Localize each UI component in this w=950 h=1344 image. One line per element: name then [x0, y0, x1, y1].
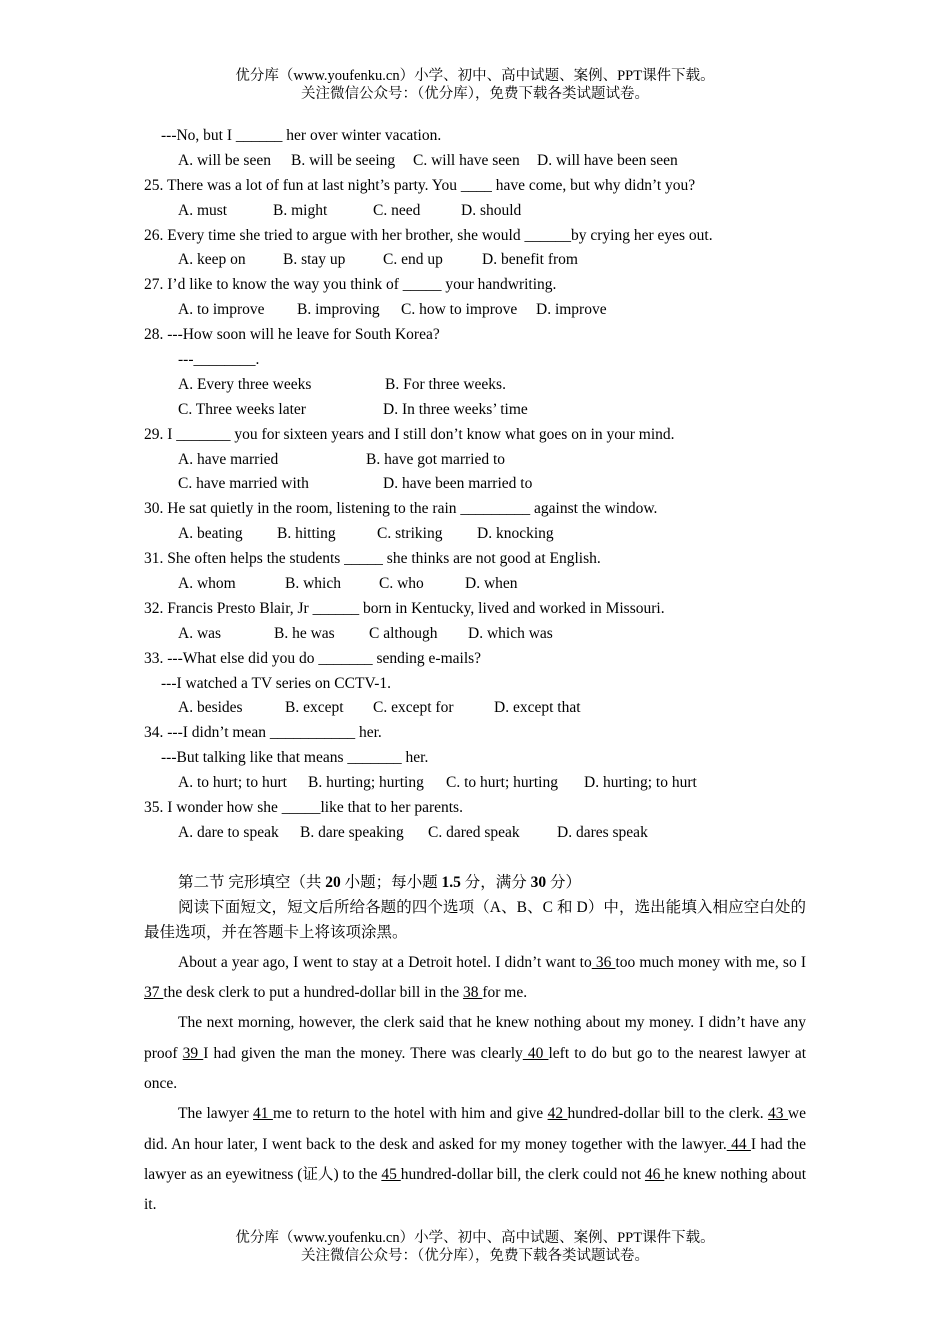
blank-41: 41 [253, 1105, 273, 1123]
q34-answer: ---But talking like that means _______ her. [161, 749, 429, 767]
q35-options [144, 821, 806, 846]
passage-text: hundred-dollar bill, the clerk could not [400, 1165, 645, 1183]
exam-content [144, 124, 806, 1221]
section-title-part: 分，满分 [460, 873, 531, 891]
q32-stem: 32. Francis Presto Blair, Jr ______ born in Kentucky, lived and worked in Missouri. [144, 599, 665, 617]
section-title-part: 小题；每小题 [340, 873, 442, 891]
header-line-1: 优分库（www.youfenku.cn）小学、初中、高中试题、案例、PPT课件下载。 [235, 68, 715, 84]
passage-text: About a year ago, I went to stay at a Detroit hotel. I didn’t want to [178, 953, 592, 971]
q31-option-c: C. who [379, 575, 424, 593]
blank-45: 45 [381, 1165, 401, 1183]
q30-option-d: D. knocking [477, 525, 554, 543]
blank-39: 39 [182, 1044, 204, 1062]
passage-paragraph-2 [144, 1008, 806, 1099]
q24-options [144, 149, 806, 174]
q26-stem: 26. Every time she tried to argue with her brother, she would ______by crying her eyes out. [144, 226, 713, 244]
q28-options-row-2 [144, 398, 806, 423]
q26-option-b: B. stay up [283, 251, 346, 269]
q32-options [144, 622, 806, 647]
passage-text: too much money with me, so I [615, 953, 806, 971]
q27-option-a: A. to improve [178, 301, 265, 319]
q28-options-row-1 [144, 373, 806, 398]
page-header [0, 67, 950, 103]
q26-option-c: C. end up [383, 251, 443, 269]
q26-options [144, 248, 806, 273]
blank-38: 38 [462, 984, 483, 1002]
q28-option-a: A. Every three weeks [178, 375, 312, 393]
q24-option-b: B. will be seeing [291, 151, 396, 169]
q28-option-b: B. For three weeks. [385, 375, 506, 393]
q34-stem: 34. ---I didn’t mean ___________ her. [144, 724, 382, 742]
q33-answer: ---I watched a TV series on CCTV-1. [161, 674, 392, 692]
q25-option-b: B. might [273, 201, 328, 219]
q34-options [144, 771, 806, 796]
blank-44: 44 [726, 1135, 751, 1153]
q30-option-c: C. striking [377, 525, 443, 543]
section-question-count: 20 [325, 873, 341, 891]
q35-stem: 35. I wonder how she _____like that to her parents. [144, 799, 463, 817]
q31-option-a: A. whom [178, 575, 236, 593]
q33-options [144, 696, 806, 721]
section-title-part: 第二节 完形填空（共 [178, 873, 326, 891]
footer-line-1: 优分库（www.youfenku.cn）小学、初中、高中试题、案例、PPT课件下载。 [235, 1230, 715, 1246]
footer-line-2: 关注微信公众号：（优分库），免费下载各类试题试卷。 [301, 1248, 649, 1264]
passage-text: The lawyer [178, 1105, 254, 1123]
q29-options-row-2 [144, 472, 806, 497]
q27-option-b: B. improving [297, 301, 380, 319]
q32-option-d: D. which was [468, 624, 553, 642]
q31-option-b: B. which [285, 575, 341, 593]
blank-36: 36 [591, 953, 616, 971]
cloze-passage [144, 948, 806, 1221]
section-points-total: 30 [530, 873, 547, 891]
q33-option-d: D. except that [494, 699, 581, 717]
passage-text: we did. An hour later, I went back to the desk and asked for my money together with the lawyer. [144, 1105, 806, 1153]
passage-text: I had the lawyer as an eyewitness (证人) to the [144, 1135, 806, 1183]
q34-option-d: D. hurting; to hurt [584, 774, 697, 792]
section-2-title [144, 870, 806, 895]
q25-option-c: C. need [373, 201, 421, 219]
q30-stem: 30. He sat quietly in the room, listening to the rain _________ against the window. [144, 500, 658, 518]
q29-option-c: C. have married with [178, 475, 309, 493]
q28-option-c: C. Three weeks later [178, 400, 306, 418]
q34-option-a: A. to hurt; to hurt [178, 774, 287, 792]
q31-stem: 31. She often helps the students _____ she thinks are not good at English. [144, 550, 601, 568]
q35-option-b: B. dare speaking [300, 823, 404, 841]
q31-option-d: D. when [465, 575, 518, 593]
q26-option-a: A. keep on [178, 251, 246, 269]
q27-option-d: D. improve [536, 301, 607, 319]
q30-option-a: A. beating [178, 525, 243, 543]
q27-options [144, 298, 806, 323]
passage-text: hundred-dollar bill to the clerk. [567, 1105, 769, 1123]
q30-option-b: B. hitting [277, 525, 336, 543]
q28-answer: ---________. [178, 351, 260, 369]
passage-text: The next morning, however, the clerk said that he knew nothing about my money. I didn’t have any proof [144, 1014, 806, 1062]
section-gap [144, 846, 806, 870]
q25-options [144, 199, 806, 224]
section-title-part: 分） [546, 873, 582, 891]
q29-stem: 29. I _______ you for sixteen years and I still don’t know what goes on in your mind. [144, 425, 675, 443]
blank-40: 40 [522, 1044, 549, 1062]
passage-text: the desk clerk to put a hundred-dollar bill in the [163, 984, 463, 1002]
q33-stem: 33. ---What else did you do _______ sending e-mails? [144, 649, 482, 667]
q35-option-a: A. dare to speak [178, 823, 279, 841]
q28-stem: 28. ---How soon will he leave for South Korea? [144, 326, 440, 344]
q29-option-b: B. have got married to [366, 450, 506, 468]
blank-37: 37 [144, 984, 164, 1002]
passage-paragraph-1 [144, 948, 806, 1009]
q25-option-d: D. should [461, 201, 522, 219]
q34-option-c: C. to hurt; hurting [446, 774, 558, 792]
q35-option-c: C. dared speak [428, 823, 520, 841]
q35-option-d: D. dares speak [557, 823, 648, 841]
q27-stem: 27. I’d like to know the way you think of _____ your handwriting. [144, 276, 557, 294]
q24-continuation: ---No, but I ______ her over winter vacation. [161, 127, 442, 144]
q24-option-a: A. will be seen [178, 151, 271, 169]
q28-option-d: D. In three weeks’ time [383, 400, 528, 418]
q34-option-b: B. hurting; hurting [308, 774, 424, 792]
section-2-instructions: 阅读下面短文，短文后所给各题的四个选项（A、B、C 和 D）中，选出能填入相应空白处的最佳选项，并在答题卡上将该项涂黑。 [144, 898, 806, 941]
q33-option-a: A. besides [178, 699, 243, 717]
passage-text: left to do but go to the nearest lawyer at once. [144, 1044, 807, 1093]
q32-option-a: A. was [178, 624, 222, 642]
passage-text: for me. [482, 984, 528, 1002]
q33-option-b: B. except [285, 699, 344, 717]
q32-option-b: B. he was [274, 624, 335, 642]
header-line-2: 关注微信公众号：（优分库），免费下载各类试题试卷。 [301, 86, 649, 102]
q29-options-row-1 [144, 448, 806, 473]
q24-option-d: D. will have been seen [537, 151, 678, 169]
blank-46: 46 [644, 1165, 665, 1183]
q30-options [144, 522, 806, 547]
q26-option-d: D. benefit from [482, 251, 578, 269]
page-footer [0, 1229, 950, 1265]
q31-options [144, 572, 806, 597]
q33-option-c: C. except for [373, 699, 454, 717]
q25-option-a: A. must [178, 201, 228, 219]
passage-text: he knew nothing about it. [144, 1165, 807, 1214]
q27-option-c: C. how to improve [401, 301, 518, 319]
passage-text: me to return to the hotel with him and give [272, 1105, 548, 1123]
blank-42: 42 [547, 1105, 568, 1123]
q32-option-c: C although [369, 624, 438, 642]
q25-stem: 25. There was a lot of fun at last night’s party. You ____ have come, but why didn’t you? [144, 176, 696, 194]
blank-43: 43 [768, 1105, 788, 1123]
section-points-each: 1.5 [441, 873, 461, 891]
q29-option-d: D. have been married to [383, 475, 533, 493]
passage-text: I had given the man the money. There was clearly [203, 1044, 523, 1062]
q29-option-a: A. have married [178, 450, 279, 468]
passage-paragraph-3 [144, 1099, 806, 1220]
q24-option-c: C. will have seen [413, 151, 520, 169]
